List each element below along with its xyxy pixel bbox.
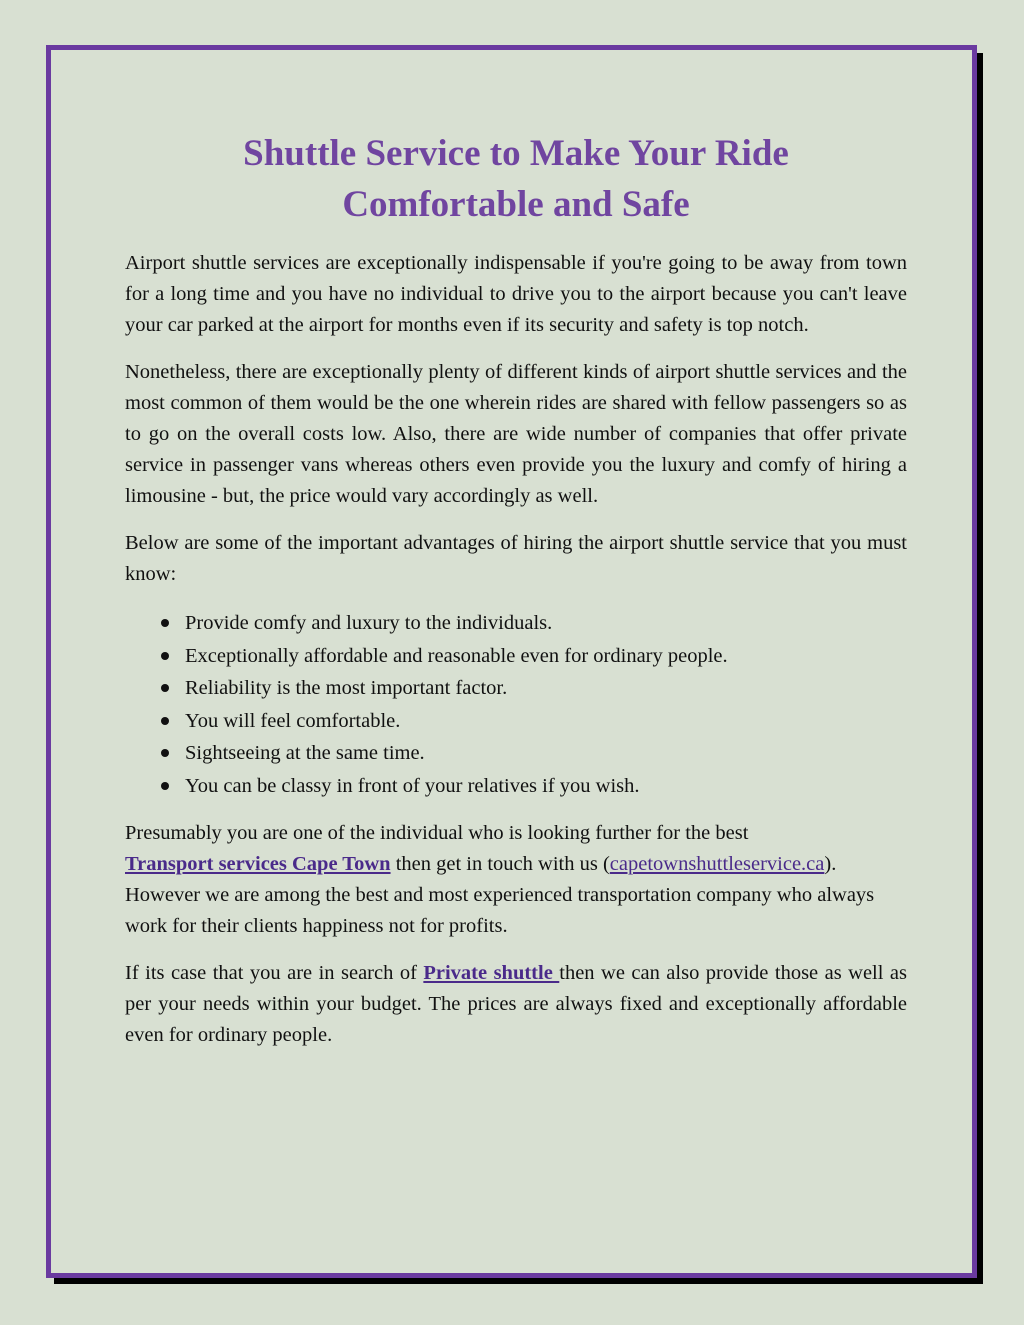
bullet-icon	[161, 717, 169, 725]
list-item-text: Reliability is the most important factor.	[185, 677, 508, 699]
contact-text-mid: then get in touch with us (	[390, 853, 610, 875]
list-item	[125, 607, 907, 640]
title-line-1: Shuttle Service to Make Your Ride	[243, 133, 789, 174]
list-item-text: Provide comfy and luxury to the individuals.	[185, 612, 553, 634]
paragraph-contact	[125, 818, 907, 942]
list-item-text: Sightseeing at the same time.	[185, 742, 425, 764]
paragraph-advantages-intro: Below are some of the important advantages of hiring the airport shuttle service that you must know:	[125, 532, 907, 585]
paragraph-types: Nonetheless, there are exceptionally plenty of different kinds of airport shuttle services and the most common of them would be the one wherein rides are shared with fellow passengers so as to go on the overall costs low. Also, there are wide number of companies that offer private service in passenger vans whereas others even provide you the luxury and comfy of hiring a limousine - but, the price would vary accordingly as well.	[125, 361, 907, 507]
list-item-text: Exceptionally affordable and reasonable even for ordinary people.	[185, 644, 728, 667]
transport-services-link[interactable]: Transport services Cape Town	[125, 853, 391, 875]
list-item-text: You will feel comfortable.	[185, 709, 401, 732]
bullet-icon	[161, 684, 169, 692]
page-frame	[46, 45, 977, 1278]
contact-text-before: Presumably you are one of the individual who is looking further for the best	[125, 822, 749, 844]
title-line-2: Comfortable and Safe	[342, 184, 690, 225]
list-item	[125, 705, 907, 738]
bullet-icon	[161, 749, 169, 757]
list-item	[125, 672, 907, 705]
list-item	[125, 737, 907, 770]
page-title	[125, 128, 907, 230]
private-shuttle-link[interactable]: Private shuttle	[423, 962, 560, 984]
advantages-list	[125, 607, 907, 802]
private-text-after: then we can also provide those as well as per your needs within your budget. The prices are always fixed and exceptionally affordable even for ordinary people.	[125, 962, 907, 1046]
bullet-icon	[161, 619, 169, 627]
document-content	[125, 128, 907, 1051]
bullet-icon	[161, 782, 169, 790]
website-link[interactable]: capetownshuttleservice.ca	[609, 853, 825, 875]
list-item	[125, 770, 907, 803]
contact-text-after: ). However we are among the best and most experienced transportation company who always work for their clients happiness not for profits.	[125, 853, 875, 937]
bullet-icon	[161, 652, 169, 660]
list-item-text: You can be classy in front of your relatives if you wish.	[185, 774, 640, 797]
paragraph-private-shuttle	[125, 958, 907, 1051]
paragraph-intro: Airport shuttle services are exceptionally indispensable if you're going to be away from town for a long time and you have no individual to drive you to the airport because you can't leave your car parked at the airport for months even if its security and safety is top notch.	[125, 252, 907, 336]
private-text-before: If its case that you are in search of	[125, 962, 424, 984]
list-item	[125, 640, 907, 673]
